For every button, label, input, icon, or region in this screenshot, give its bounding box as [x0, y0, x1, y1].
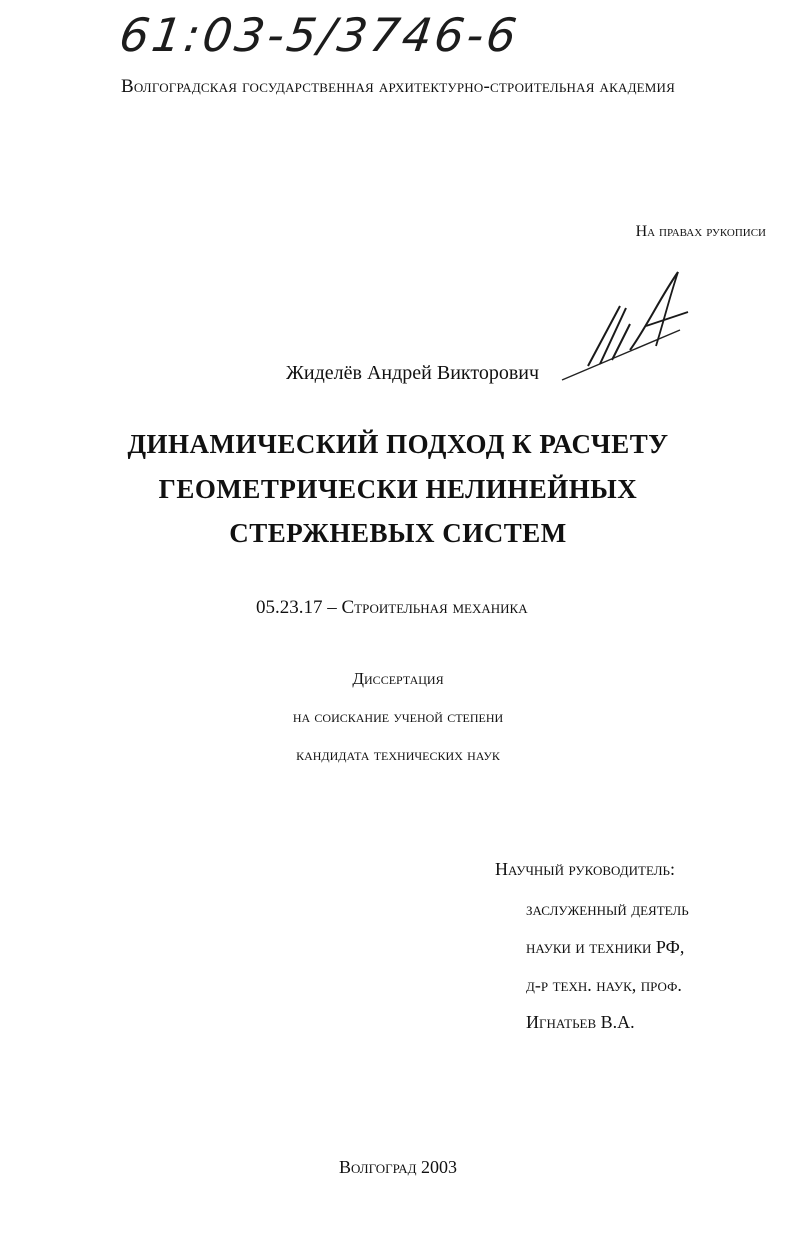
supervisor-heading: Научный руководитель: [495, 859, 676, 879]
city-year: Волгоград 2003 [339, 1157, 457, 1177]
author-name: Жиделёв Андрей Викторович [286, 362, 540, 384]
dissertation-line-2: на соискание ученой степени [292, 707, 504, 726]
manuscript-rights-note: На правах рукописи [635, 223, 766, 240]
handwritten-archive-code: 61:03-5/3746-6 [116, 8, 523, 62]
title-line-2: ГЕОМЕТРИЧЕСКИ НЕЛИНЕЙНЫХ [158, 474, 638, 504]
supervisor-name: Игнатьев В.А. [526, 1012, 635, 1032]
supervisor-line-2: науки и техники РФ, [526, 937, 685, 957]
dissertation-line-3: кандидата технических наук [296, 745, 500, 764]
dissertation-line-1: Диссертация [352, 669, 444, 688]
supervisor-line-3: д-р техн. наук, проф. [526, 975, 682, 995]
supervisor-line-1: заслуженный деятель [526, 899, 689, 919]
signature-mark [560, 268, 700, 388]
title-line-3: СТЕРЖНЕВЫХ СИСТЕМ [229, 518, 567, 548]
title-line-1: ДИНАМИЧЕСКИЙ ПОДХОД К РАСЧЕТУ [127, 429, 669, 459]
specialty-code: 05.23.17 – Строительная механика [256, 597, 528, 618]
institution-name: Волгоградская государственная архитектурно-строительная академия [120, 76, 676, 97]
